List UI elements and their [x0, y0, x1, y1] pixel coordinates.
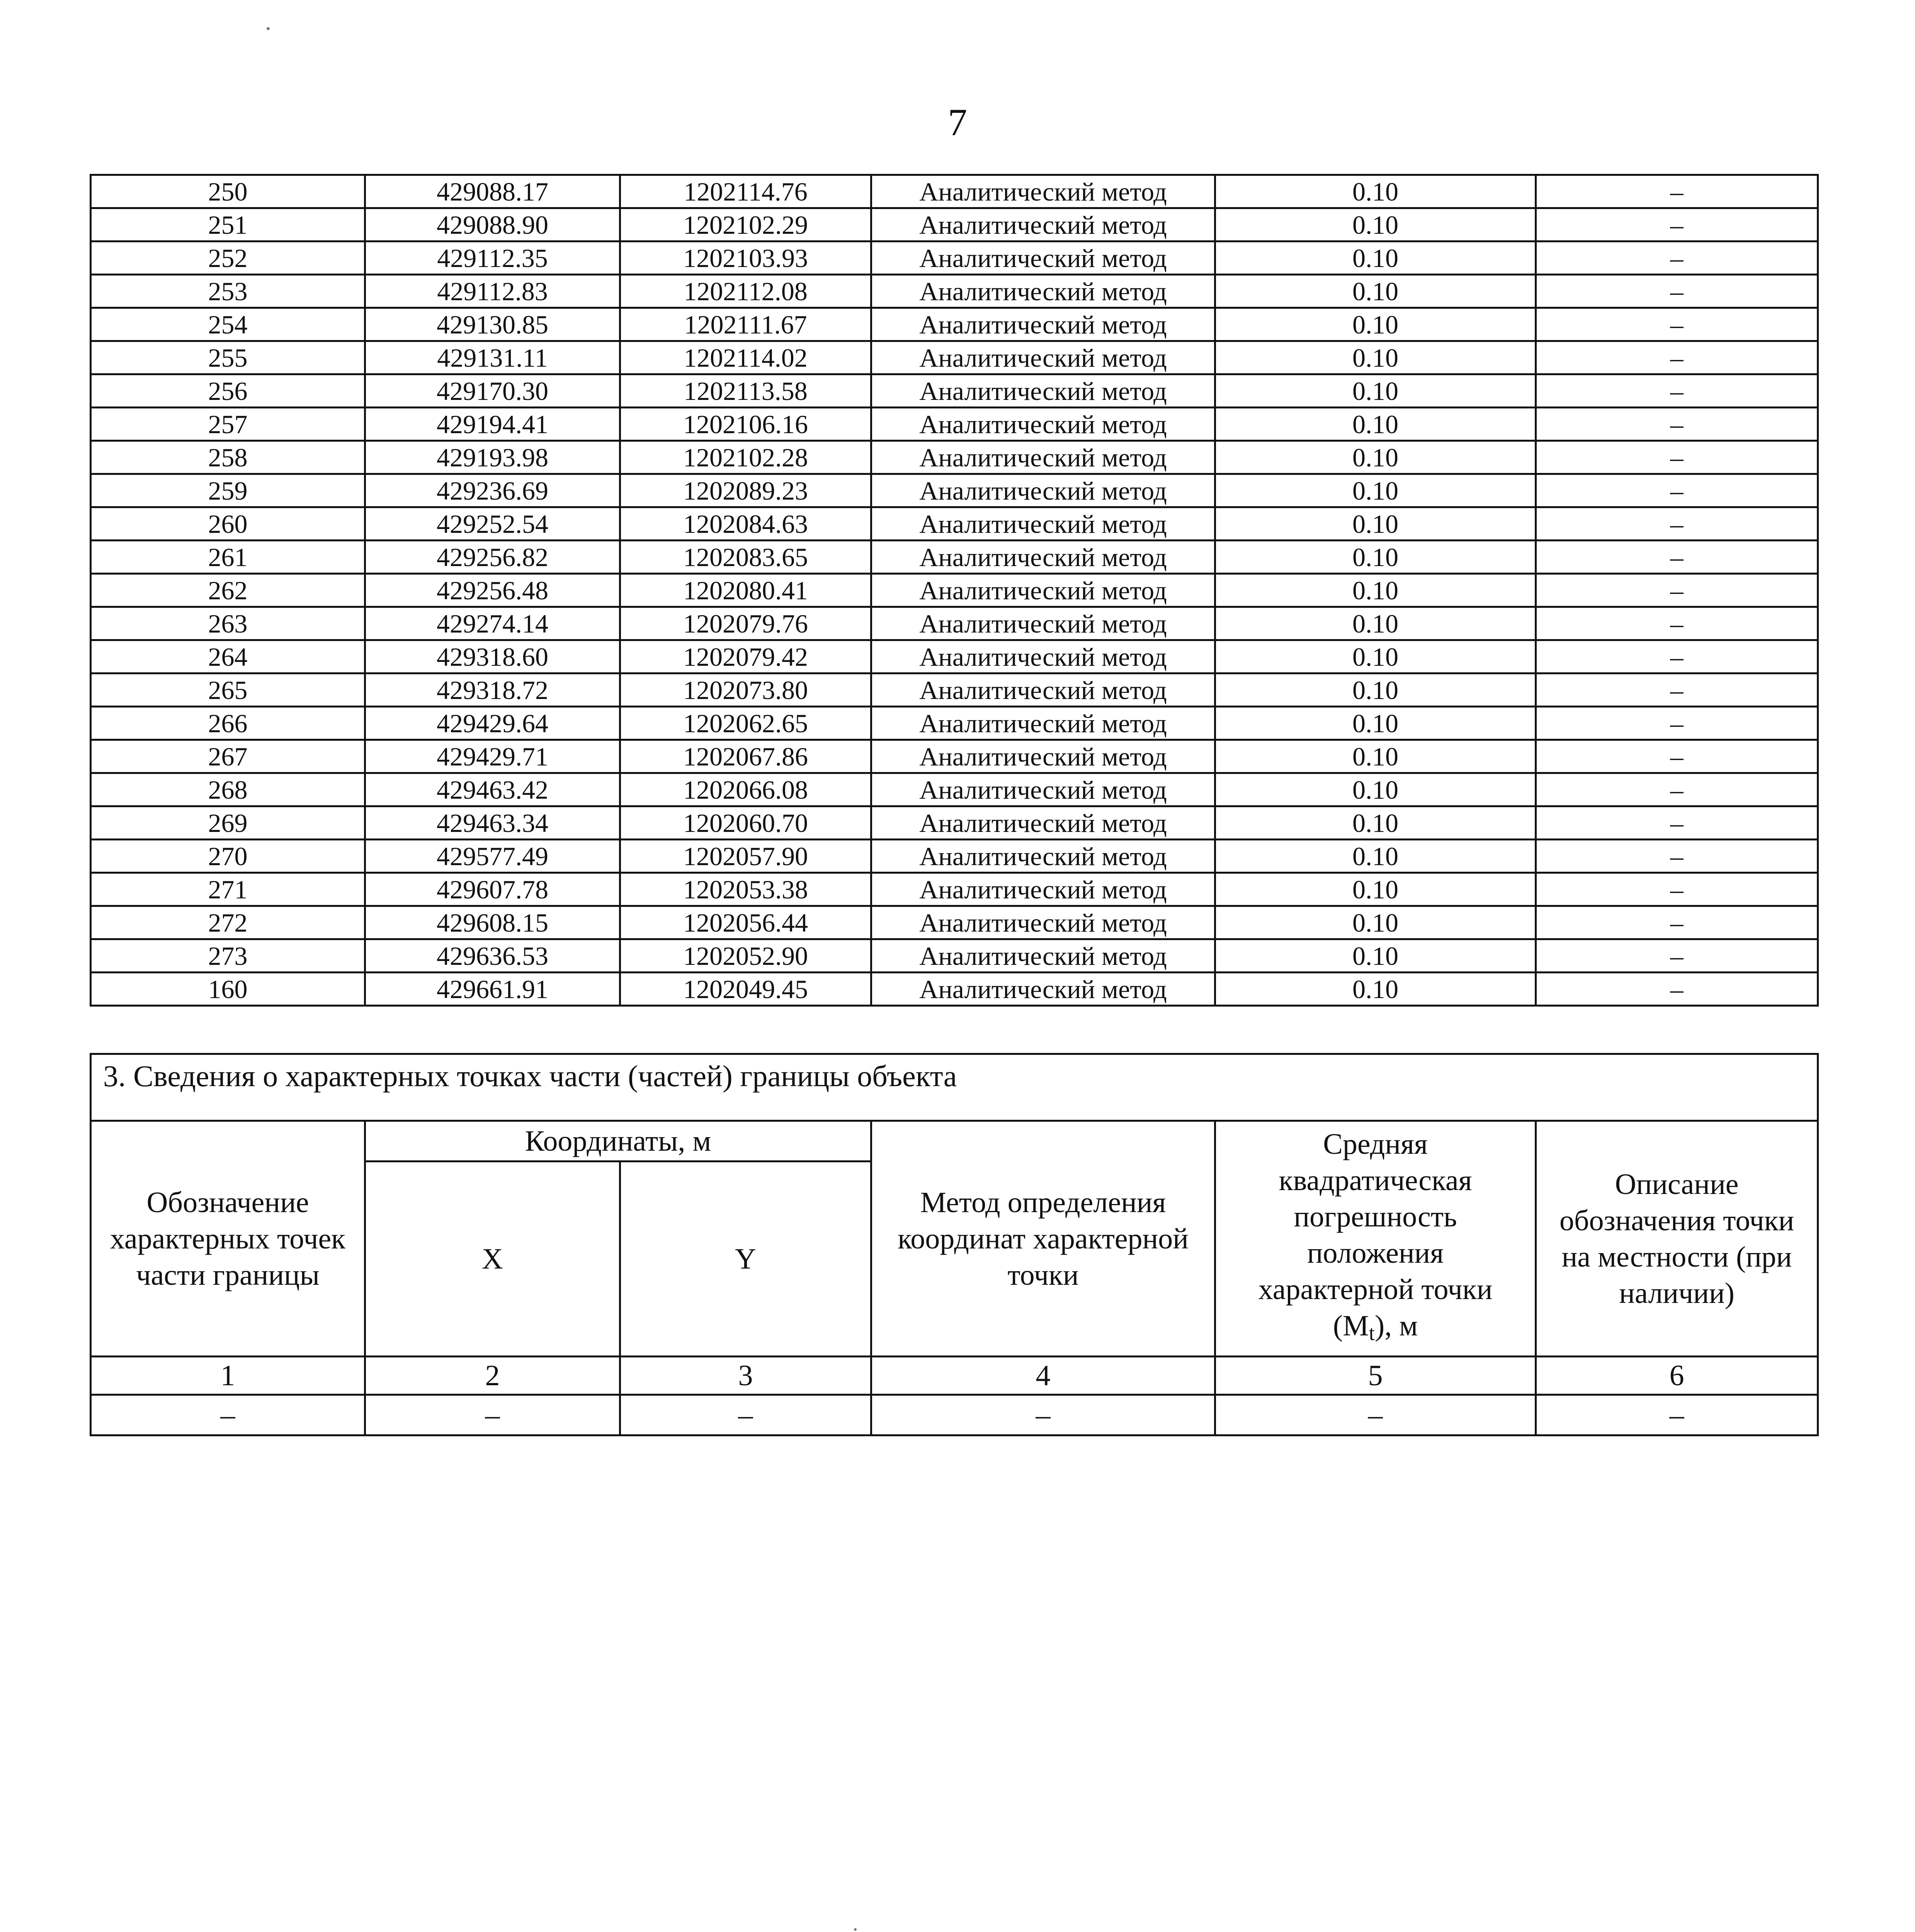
error-cell: 0.10 [1215, 507, 1536, 541]
table-row [91, 408, 1818, 441]
x-coordinate-cell: 429429.71 [365, 740, 620, 773]
y-coordinate-cell: 1202103.93 [620, 242, 871, 275]
y-coordinate-cell: 1202083.65 [620, 541, 871, 574]
error-cell: 0.10 [1215, 640, 1536, 673]
error-cell: 0.10 [1215, 806, 1536, 840]
y-coordinate-cell: 1202089.23 [620, 474, 871, 507]
description-cell: – [1536, 441, 1818, 474]
empty-cell-2: – [365, 1395, 620, 1435]
x-coordinate-cell: 429252.54 [365, 507, 620, 541]
x-coordinate-cell: 429463.42 [365, 773, 620, 806]
point-id-cell: 251 [91, 208, 365, 242]
empty-cell-5: – [1215, 1395, 1536, 1435]
header-coordinates: Координаты, м [365, 1121, 871, 1162]
header-method: Метод определения координат характерной точки [871, 1121, 1215, 1357]
table-row [91, 242, 1818, 275]
error-cell: 0.10 [1215, 374, 1536, 408]
description-cell: – [1536, 873, 1818, 906]
y-coordinate-cell: 1202113.58 [620, 374, 871, 408]
y-coordinate-cell: 1202102.29 [620, 208, 871, 242]
error-cell: 0.10 [1215, 574, 1536, 607]
part-boundary-table [90, 1053, 1819, 1436]
method-cell: Аналитический метод [871, 740, 1215, 773]
y-coordinate-cell: 1202080.41 [620, 574, 871, 607]
method-cell: Аналитический метод [871, 773, 1215, 806]
description-cell: – [1536, 308, 1818, 341]
description-cell: – [1536, 673, 1818, 707]
y-coordinate-cell: 1202062.65 [620, 707, 871, 740]
empty-cell-1: – [91, 1395, 365, 1435]
y-coordinate-cell: 1202067.86 [620, 740, 871, 773]
description-cell: – [1536, 507, 1818, 541]
y-coordinate-cell: 1202084.63 [620, 507, 871, 541]
description-cell: – [1536, 707, 1818, 740]
error-cell: 0.10 [1215, 474, 1536, 507]
table-row [91, 973, 1818, 1006]
points-table [90, 174, 1819, 1007]
method-cell: Аналитический метод [871, 208, 1215, 242]
column-number-row [91, 1357, 1818, 1395]
point-id-cell: 257 [91, 408, 365, 441]
section-title: 3. Сведения о характерных точках части (частей) границы объекта [91, 1054, 1818, 1121]
method-cell: Аналитический метод [871, 507, 1215, 541]
table-row [91, 208, 1818, 242]
x-coordinate-cell: 429318.72 [365, 673, 620, 707]
table-row [91, 607, 1818, 640]
x-coordinate-cell: 429608.15 [365, 906, 620, 939]
x-coordinate-cell: 429236.69 [365, 474, 620, 507]
error-cell: 0.10 [1215, 441, 1536, 474]
point-id-cell: 263 [91, 607, 365, 640]
point-id-cell: 264 [91, 640, 365, 673]
y-coordinate-cell: 1202052.90 [620, 939, 871, 973]
y-coordinate-cell: 1202073.80 [620, 673, 871, 707]
point-id-cell: 273 [91, 939, 365, 973]
point-id-cell: 254 [91, 308, 365, 341]
header-x: X [365, 1162, 620, 1357]
error-cell: 0.10 [1215, 341, 1536, 374]
page-number: 7 [948, 101, 967, 144]
table-row [91, 773, 1818, 806]
header-y: Y [620, 1162, 871, 1357]
y-coordinate-cell: 1202106.16 [620, 408, 871, 441]
error-cell: 0.10 [1215, 275, 1536, 308]
point-id-cell: 272 [91, 906, 365, 939]
table-row [91, 308, 1818, 341]
point-id-cell: 255 [91, 341, 365, 374]
x-coordinate-cell: 429088.90 [365, 208, 620, 242]
x-coordinate-cell: 429112.35 [365, 242, 620, 275]
y-coordinate-cell: 1202066.08 [620, 773, 871, 806]
point-id-cell: 269 [91, 806, 365, 840]
x-coordinate-cell: 429088.17 [365, 175, 620, 208]
y-coordinate-cell: 1202114.02 [620, 341, 871, 374]
method-cell: Аналитический метод [871, 640, 1215, 673]
description-cell: – [1536, 806, 1818, 840]
method-cell: Аналитический метод [871, 308, 1215, 341]
method-cell: Аналитический метод [871, 707, 1215, 740]
method-cell: Аналитический метод [871, 973, 1215, 1006]
method-cell: Аналитический метод [871, 873, 1215, 906]
y-coordinate-cell: 1202053.38 [620, 873, 871, 906]
x-coordinate-cell: 429256.82 [365, 541, 620, 574]
header-designation: Обозначение характерных точек части границы [91, 1121, 365, 1357]
x-coordinate-cell: 429577.49 [365, 840, 620, 873]
header-error [1215, 1121, 1536, 1357]
table-row [91, 574, 1818, 607]
description-cell: – [1536, 939, 1818, 973]
description-cell: – [1536, 973, 1818, 1006]
point-id-cell: 266 [91, 707, 365, 740]
header-error-tail: ), м [1374, 1310, 1418, 1342]
point-id-cell: 252 [91, 242, 365, 275]
empty-data-row [91, 1395, 1818, 1435]
x-coordinate-cell: 429274.14 [365, 607, 620, 640]
method-cell: Аналитический метод [871, 806, 1215, 840]
table-row [91, 474, 1818, 507]
y-coordinate-cell: 1202112.08 [620, 275, 871, 308]
error-cell: 0.10 [1215, 673, 1536, 707]
header-row-1 [91, 1121, 1818, 1162]
method-cell: Аналитический метод [871, 474, 1215, 507]
table-row [91, 275, 1818, 308]
method-cell: Аналитический метод [871, 939, 1215, 973]
y-coordinate-cell: 1202079.42 [620, 640, 871, 673]
point-id-cell: 258 [91, 441, 365, 474]
header-error-main: Средняя квадратическая погрешность положения характерной точки (M [1258, 1128, 1493, 1342]
error-cell: 0.10 [1215, 906, 1536, 939]
table-row [91, 840, 1818, 873]
x-coordinate-cell: 429463.34 [365, 806, 620, 840]
points-table-body [91, 175, 1818, 1006]
table-row [91, 939, 1818, 973]
empty-cell-6: – [1536, 1395, 1818, 1435]
method-cell: Аналитический метод [871, 441, 1215, 474]
x-coordinate-cell: 429256.48 [365, 574, 620, 607]
method-cell: Аналитический метод [871, 242, 1215, 275]
method-cell: Аналитический метод [871, 541, 1215, 574]
error-cell: 0.10 [1215, 175, 1536, 208]
error-cell: 0.10 [1215, 308, 1536, 341]
error-cell: 0.10 [1215, 208, 1536, 242]
x-coordinate-cell: 429131.11 [365, 341, 620, 374]
point-id-cell: 250 [91, 175, 365, 208]
description-cell: – [1536, 242, 1818, 275]
column-number-5: 5 [1215, 1357, 1536, 1395]
description-cell: – [1536, 275, 1818, 308]
x-coordinate-cell: 429193.98 [365, 441, 620, 474]
y-coordinate-cell: 1202111.67 [620, 308, 871, 341]
scan-speck [267, 27, 270, 30]
table-row [91, 441, 1818, 474]
point-id-cell: 256 [91, 374, 365, 408]
point-id-cell: 259 [91, 474, 365, 507]
header-description: Описание обозначения точки на местности (при наличии) [1536, 1121, 1818, 1357]
description-cell: – [1536, 607, 1818, 640]
column-number-6: 6 [1536, 1357, 1818, 1395]
column-number-1: 1 [91, 1357, 365, 1395]
y-coordinate-cell: 1202057.90 [620, 840, 871, 873]
table-row [91, 873, 1818, 906]
description-cell: – [1536, 341, 1818, 374]
error-cell: 0.10 [1215, 773, 1536, 806]
description-cell: – [1536, 175, 1818, 208]
column-number-3: 3 [620, 1357, 871, 1395]
description-cell: – [1536, 474, 1818, 507]
description-cell: – [1536, 574, 1818, 607]
description-cell: – [1536, 773, 1818, 806]
table-row [91, 175, 1818, 208]
point-id-cell: 262 [91, 574, 365, 607]
error-cell: 0.10 [1215, 242, 1536, 275]
error-cell: 0.10 [1215, 607, 1536, 640]
x-coordinate-cell: 429170.30 [365, 374, 620, 408]
column-number-4: 4 [871, 1357, 1215, 1395]
table-row [91, 507, 1818, 541]
method-cell: Аналитический метод [871, 607, 1215, 640]
table-row [91, 740, 1818, 773]
method-cell: Аналитический метод [871, 840, 1215, 873]
x-coordinate-cell: 429318.60 [365, 640, 620, 673]
error-cell: 0.10 [1215, 840, 1536, 873]
method-cell: Аналитический метод [871, 341, 1215, 374]
point-id-cell: 270 [91, 840, 365, 873]
error-cell: 0.10 [1215, 740, 1536, 773]
point-id-cell: 265 [91, 673, 365, 707]
point-id-cell: 267 [91, 740, 365, 773]
error-cell: 0.10 [1215, 707, 1536, 740]
description-cell: – [1536, 906, 1818, 939]
method-cell: Аналитический метод [871, 673, 1215, 707]
table-row [91, 673, 1818, 707]
x-coordinate-cell: 429607.78 [365, 873, 620, 906]
error-cell: 0.10 [1215, 939, 1536, 973]
table-row [91, 374, 1818, 408]
point-id-cell: 253 [91, 275, 365, 308]
description-cell: – [1536, 840, 1818, 873]
x-coordinate-cell: 429661.91 [365, 973, 620, 1006]
section-title-row [91, 1054, 1818, 1121]
method-cell: Аналитический метод [871, 408, 1215, 441]
y-coordinate-cell: 1202056.44 [620, 906, 871, 939]
y-coordinate-cell: 1202079.76 [620, 607, 871, 640]
method-cell: Аналитический метод [871, 275, 1215, 308]
table-row [91, 541, 1818, 574]
method-cell: Аналитический метод [871, 374, 1215, 408]
y-coordinate-cell: 1202060.70 [620, 806, 871, 840]
point-id-cell: 268 [91, 773, 365, 806]
x-coordinate-cell: 429429.64 [365, 707, 620, 740]
header-error-subscript: t [1369, 1321, 1375, 1345]
scan-speck [854, 1928, 857, 1931]
x-coordinate-cell: 429194.41 [365, 408, 620, 441]
point-id-cell: 261 [91, 541, 365, 574]
point-id-cell: 271 [91, 873, 365, 906]
description-cell: – [1536, 408, 1818, 441]
y-coordinate-cell: 1202049.45 [620, 973, 871, 1006]
method-cell: Аналитический метод [871, 175, 1215, 208]
description-cell: – [1536, 541, 1818, 574]
error-cell: 0.10 [1215, 541, 1536, 574]
x-coordinate-cell: 429636.53 [365, 939, 620, 973]
table-row [91, 806, 1818, 840]
error-cell: 0.10 [1215, 408, 1536, 441]
point-id-cell: 160 [91, 973, 365, 1006]
x-coordinate-cell: 429130.85 [365, 308, 620, 341]
description-cell: – [1536, 208, 1818, 242]
table-row [91, 341, 1818, 374]
empty-cell-4: – [871, 1395, 1215, 1435]
description-cell: – [1536, 640, 1818, 673]
error-cell: 0.10 [1215, 973, 1536, 1006]
table-row [91, 640, 1818, 673]
method-cell: Аналитический метод [871, 574, 1215, 607]
point-id-cell: 260 [91, 507, 365, 541]
y-coordinate-cell: 1202114.76 [620, 175, 871, 208]
method-cell: Аналитический метод [871, 906, 1215, 939]
description-cell: – [1536, 740, 1818, 773]
table-row [91, 906, 1818, 939]
error-cell: 0.10 [1215, 873, 1536, 906]
table-row [91, 707, 1818, 740]
description-cell: – [1536, 374, 1818, 408]
x-coordinate-cell: 429112.83 [365, 275, 620, 308]
y-coordinate-cell: 1202102.28 [620, 441, 871, 474]
column-number-2: 2 [365, 1357, 620, 1395]
empty-cell-3: – [620, 1395, 871, 1435]
